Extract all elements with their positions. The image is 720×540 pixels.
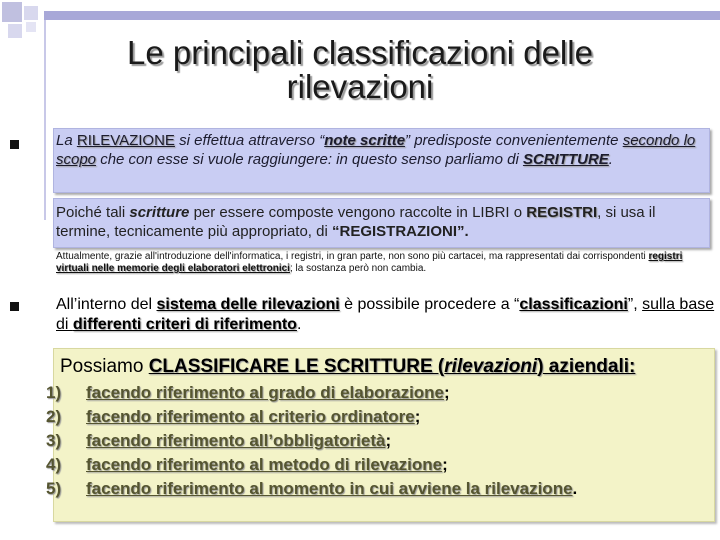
keyword-rilevazioni: rilevazioni <box>444 356 538 377</box>
text-span: Possiamo <box>60 356 149 377</box>
corner-square-4 <box>26 22 36 32</box>
list-item-text: facendo riferimento al metodo di rilevazione <box>86 455 443 474</box>
bullet-icon <box>10 302 19 311</box>
corner-square-3 <box>8 24 22 38</box>
header-bar <box>44 11 720 20</box>
list-item-end: ; <box>385 431 392 450</box>
corner-square-2 <box>24 6 38 20</box>
keyword-scritture: SCRITTURE <box>522 151 609 168</box>
text-span: ; la sostanza però non cambia. <box>289 263 427 274</box>
list-number: 1) <box>46 383 62 402</box>
list-item-text: facendo riferimento al criterio ordinatore <box>86 407 415 426</box>
classificazioni-paragraph <box>56 295 716 335</box>
list-number: 5) <box>46 479 62 498</box>
list-number: 3) <box>46 431 62 450</box>
text-span: è possibile procedere a “ <box>339 296 520 313</box>
list-item-text: facendo riferimento al grado di elaborazione <box>86 383 445 402</box>
text-span: sulla base di <box>56 296 715 333</box>
list-item-text: facendo riferimento al momento in cui avviene la rilevazione <box>86 479 573 498</box>
text-span: . <box>296 316 302 333</box>
text-span: Attualmente, grazie all'introduzione dell'informatica, i registri, in gran parte, non sono più cartacei, ma rappresentati dai corrispondenti <box>56 251 649 262</box>
keyword-aziendali: ) aziendali: <box>537 356 636 377</box>
text-span: . <box>608 151 613 168</box>
text-span: Poiché tali <box>56 204 130 221</box>
title-line-2: rilevazioni <box>286 68 434 105</box>
list-item <box>46 381 706 405</box>
list-item <box>46 453 706 477</box>
keyword-registri: REGISTRI <box>526 204 598 221</box>
keyword-registrazioni: “REGISTRAZIONI”. <box>331 223 469 240</box>
title-line-1: Le principali classificazioni delle <box>127 34 593 71</box>
text-span: ” predisposte convenientemente <box>405 132 623 149</box>
criteria-list <box>46 381 706 501</box>
text-span: , si usa il termine, tecnicamente più appropriato, di <box>56 204 656 240</box>
list-number: 4) <box>46 455 62 474</box>
keyword-criteri: differenti criteri di riferimento <box>72 316 297 333</box>
list-item-end: ; <box>442 455 448 474</box>
keyword-rilevazione: RILEVAZIONE <box>76 132 175 149</box>
list-item-end: ; <box>444 383 450 402</box>
text-span: per essere composte vengono raccolte in <box>189 204 473 221</box>
text-span: che con esse si vuole raggiungere: in questo senso parliamo di <box>96 151 523 168</box>
keyword-registri-virtuali: registri virtuali nelle memorie degli elaboratori elettronici <box>56 251 683 274</box>
definition-text <box>56 131 706 169</box>
keyword-classificazioni: classificazioni <box>519 296 628 313</box>
informatica-note <box>56 251 706 275</box>
list-item <box>46 429 706 453</box>
text-span: o <box>509 204 527 221</box>
slide-title <box>40 36 680 104</box>
keyword-scritture: scritture <box>129 204 190 221</box>
keyword-secondo-lo-scopo: secondo lo scopo <box>56 132 696 168</box>
keyword-note-scritte: note scritte <box>324 132 406 149</box>
text-span: La <box>56 132 77 149</box>
list-number: 2) <box>46 407 62 426</box>
text-span: All’interno del <box>56 296 157 313</box>
list-item-end: ; <box>414 407 421 426</box>
list-item-end: . <box>572 479 578 498</box>
bullet-icon <box>10 140 19 149</box>
keyword-libri: LIBRI <box>472 204 510 221</box>
registrazioni-text <box>56 203 706 241</box>
keyword-classificare: CLASSIFICARE LE SCRITTURE ( <box>148 356 445 377</box>
corner-square-1 <box>2 2 22 22</box>
list-item <box>46 405 706 429</box>
classificare-heading <box>60 355 710 379</box>
list-item <box>46 477 706 501</box>
list-item-text: facendo riferimento all’obbligatorietà <box>86 431 386 450</box>
text-span: ”, <box>627 296 643 313</box>
text-span: si effettua attraverso “ <box>174 132 325 149</box>
keyword-sistema-rilevazioni: sistema delle rilevazioni <box>156 296 340 313</box>
